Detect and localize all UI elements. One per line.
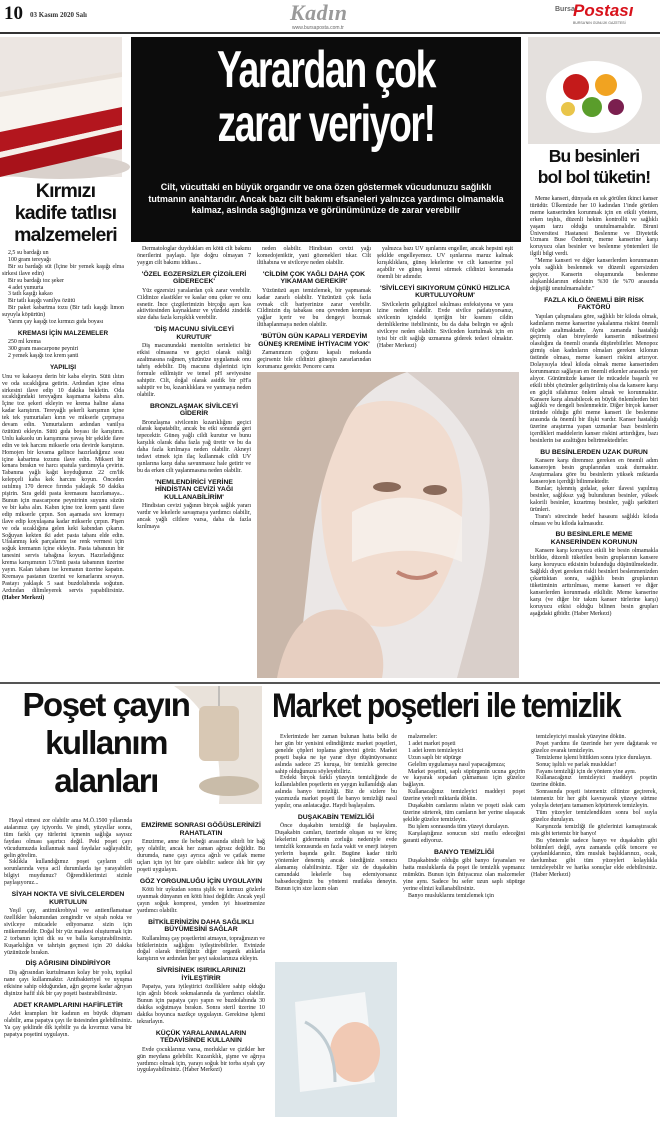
subheading: DİŞ AĞRISINI DİNDİRİYOR (25, 960, 111, 968)
cream-ingredient-list (2, 339, 124, 360)
skin-headline-line2: zarar veriyor! (217, 95, 435, 153)
paragraph: Karşılaştığınız sonucun sizi mutlu edeceğini garanti ediyoruz. (403, 830, 525, 844)
paragraph: Sivilcelerin gelişigüzel sıkılması enfeksiyona ve yara izine neden olabilir. Evde sivilce patlatıyorsanız, sivilcenin içindeki içeriğin bir kısmını cildin derinliklerine itebilirsiniz, bu da daha belirgin ve ağrılı sivilceye neden olabilir. Sivilceden kurtulmak için en iyisi bir cilt sağlığı uzmanına giderek tedavi olmaktır. (Haber Merkezi) (377, 301, 513, 349)
paragraph: Kötü bir uykudan sonra şişlik ve kırmızı gözlerle uyanmak dünyanın en kötü hissi değildir. Ancak yeşil çayın soğuk kompresi, yenden iyi hissetmenize yardımcı olabilir. (137, 887, 265, 914)
cream-subhead: KREMASI İÇİN MALZEMELER (17, 329, 109, 337)
ingredient-list (2, 250, 124, 326)
paragraph: Karşınızda temizliği ile gözlerinizi kamaştıracak mis gibi tertemiz bir banyo! (531, 823, 657, 837)
bag-photo (275, 962, 397, 1117)
paragraph: Market poşetini, saplı süpürgenin ucuna geçirin ve kayarak sopadan çıkmaması için güzelce bağlayın. (403, 768, 525, 789)
cake-photo (0, 37, 122, 177)
tea-headline-line2: kullanım (45, 724, 167, 761)
food-headline-line1: Bu besinleri (548, 146, 640, 166)
cake-recipe (2, 250, 124, 675)
paragraph: Papatya, yara iyileştirici özelliklere sahip olduğu için ağrılı böcek sokmalarında da yardımcı olabilir. Bunun için papatya çayı yapın ve buzdolabında 30 dakika soğutmaya bırakın. Sonra steril üzerine 10 dakika boyunca nazikçe uygulayın. Gerekirse işlemi tekrarlayın. (137, 984, 265, 1025)
paragraph: Evde çocuklarınız varsa, morluklar ve çizikler her gün meydana gelebilir. Kuzarıklık, şişme ve ağrıya yardımcı olmak için, yarayı soğuk bir torba siyah çay uygulayabilirsiniz. (Haber Merkezi) (137, 1046, 265, 1074)
woman-skin-care-illustration (257, 372, 519, 678)
page-date: 03 Kasım 2020 Salı (30, 11, 87, 19)
section-title: Kadın (290, 0, 348, 25)
subheading: BU BESİNLERDEN UZAK DURUN (540, 448, 648, 456)
subheading: 'NEMLENDİRİCİ YERİNE HİNDİSTAN CEVİZİ YAĞI KULLANABİLİRİM' (154, 478, 234, 501)
subheading: 'ÖZEL EGZERSİZLER ÇİZGİLERİ GİDERECEK' (141, 270, 247, 286)
subheading: KÜÇÜK YARALANMALARIN TEDAVİSİNDE KULLANIN (155, 1029, 247, 1045)
fruit-vegetable-illustration (528, 37, 660, 144)
paragraph: Bronzlaşma sivilcenin kızarıklığını geçici olarak kapatabilir, ancak bu etki sonunda geri tepecektir. Güneş yağlı cildi kurutur ve bunu karşılık olarak daha fazla yağ üretir ve bu da daha fazla kırılmaya neden olabilir. Akneyi tedavi etmek için ilaç kullanmak cildi UV ışınlarına karşı daha savunmasız hale getirir ve bu da erken cilt yaşlanmasına neden olabilir. (137, 419, 251, 474)
subheading: 'BÜTÜN GÜN KAPALI YERDEYİM GÜNEŞ KREMİNE İHTİYACIM YOK' (258, 333, 370, 348)
page-number: 10 (4, 3, 23, 24)
food-photo (528, 37, 660, 144)
paragraph: Yeşil çay, antimikrobiyal ve antienflamatuar özellikler bakımından zengindir ve siyah nokta ve sivilceye mücadele ediyorsanız sizin için mükemmeldir. Doğal bir yüz maskesi oluşturmak için 2 torbanın içini dik su ve balla karıştırabilirsiniz. Kuşarkılığın ve tahrişin geçmesi için 20 dakika yüzünüzde bırakın. (4, 908, 132, 956)
paragraph: Kansere karşı direnmez gereken en önemli adım kanserojen besin gruplarından uzak durmaktır. Araştırmalara göre bu besinlerin yüksek miktarda kanserojen içerdiği bilinmektedir. (530, 458, 658, 486)
ingredient-item: 250 ml krema (8, 339, 41, 346)
ingredient-item: Bir paket kabartma tozu (Bir tatlı kaşığı limon suyuyla köpürtün) (2, 305, 124, 319)
paragraph: Sonuç işıltılı ve parlak musluklar! (536, 761, 617, 768)
brand-name: Postası (573, 1, 634, 20)
food-headline (528, 146, 660, 188)
subheading: FAZLA KİLO ÖNEMLİ BİR RİSK FAKTÖRÜ (544, 296, 644, 312)
paragraph: Meme kanseri, dünyada en sık görülen ikinci kanser türüdür. Ülkemizde her 10 kadından 1'inde görülen meme kanserinden korunmak için en etkili yöntem, erken teşhis, düzenli hekim kontrollü ve sağlıklı yaşam tarzı olduğu unutulmamalıdır. Biruni Üniversitesi Hastanesi Beslenme ve Diyetetik Uzmanı Buse Özdemir, meme kanserine karşı koruyucu olan besinler ve beslenme yöntemleri ile ilgili bilgi verdi. (530, 196, 659, 258)
page-header (0, 0, 660, 32)
header-rule (0, 32, 660, 34)
paragraph: Emzirme, anne ile bebeği arasında sihirli bir bağ şey olabilir, ancak her zaman ağrısız değildir. Bu durumda, nane çayı ayrıca ağrılı ve çatlak meme uçları için iyi bir çare olabilir: sadece ılık bir çay poşeti uygulayın. (137, 839, 265, 873)
subheading: DUŞAKABİN TEMİZLİĞİ (297, 813, 375, 821)
brand-mark: Bursa (555, 6, 575, 13)
method-subhead: YAPILIŞI (49, 364, 77, 372)
paragraph: Bu işlem sonrasında tüm yüzeyi durulayın. (408, 823, 510, 830)
cake-headline-line3: malzemeleri (14, 224, 117, 246)
ingredient-item: 100 gram tereyağı (8, 256, 51, 263)
food-headline-line2: bol bol tüketin! (537, 167, 651, 187)
subheading: EMZİRME SONRASI GÖĞÜSLERİNİZİ RAHATLATIN (141, 822, 261, 837)
paragraph: Trans'ı sürecinde hedef hasasını sağlıklı kiloda olması ve bu kiloda kalmasıdır. (530, 513, 658, 527)
subheading: SİVRİSİNEK ISIRIKLARINIZI İYİLEŞTİRİR (156, 967, 246, 982)
bag-headline: Market poşetleri ile temizlik (272, 687, 621, 725)
subheading: 'DİŞ MACUNU SİVİLCEYİ KURUTUR' (154, 326, 234, 341)
paragraph: Duşakabinde olduğu gibi banyo fayansları ve hatta musluklarda da poşet ile temizlik yapmanız mümkün. Bunun için ihtiyacınız olan malzemeler yine aynı. Sadece bu sefer uzun saplı süpürge yerine elinizi kullanabilirsiniz. (403, 858, 525, 892)
paragraph: malzemeler: (408, 734, 438, 740)
paragraph: Banyo musluklarını temizlemek için (408, 892, 494, 899)
paragraph: Fayans temizliği için de yöntem yine aynı. (536, 768, 637, 775)
bag-col-2 (403, 734, 525, 1117)
method-body: Unu ve kakaoyu derin bir kaba eleyin. Sütü ılıtın ve oda sıcaklığına getirin. Ardından içine elma sirkesini ilave edip 10 dakika bekletin. Oda sıcaklığındaki tereyağını kaşımama kabına alın. İçine toz şekeri ekleyin ve krema haline alana kadar karıştırın. Tereyağlı şekerli karışımın içine tek tek yumurtaları kırın ve mikserle çırpmaya devam edin. Yumurtaların ardından vanilya özütünü ekleyin. Sütü gıda boyası ile karıştırın. Unlu kakaolu un karışımına yavaş bir şekilde ilave edin ve tek harcını mikserle orta devirde karıştırın. Homojen bir kıvama gelince hazırladığınız sosu içine kabartma tozunu ilave edin. Mikseri bir kenara bırakın ve harcı spatula yardımıyla çevirin. Tabanına yağlı kağıt koyduğunuz 22 cm'lik kelepçeli kaba kek harcını koyun. Önceden ısıtılmış 170 derece fırında yaklaşık 50 dakika pişirin. Sıra geldi pasta kremasını hazırlamaya... Bunun için mascarpone peynirinin suyunu süzün ve bir kaba alın. Kabın içine toz krem şanti ilave edip mikserle çırpın. Son aşamada sıvı kremayı ilave edip koyulaşana kadar mikserle çırpın. Pişen ve oda sıcaklığına gelen keki kabından çıkarın. Soğuyan kekten iki adet pasta tabanı elde edin. Ufalanmış kek parçalarını ise renk vermesi için soğuk kremanın içine ekleyin. Pasta tabanının bir tanesini servis tabağına koyun. Hazırladığınız krema karışımının 1/3'ünü pasta tabanının üzerine yayın. Kalan tabanı ise kremanın üzerine kapatın. Kremaya pastanın üzerini ve kenarlarını sıvayın. Pastayı yaklaşık 5 saat buzdolabında soğutun. Ardından dilimleyerek servis yapabilirsiniz. (2, 373, 124, 594)
skin-lead: Cilt, vücuttaki en büyük organdır ve ona özen göstermek vücudunuzu sağlıklı tutmanın anahtarıdır. Ancak bazı cilt bakımı efsaneleri yalnızca yardımcı olmamakla kalmaz, aslında sağlığınıza ve görünümünüze de zarar verebilir (148, 182, 504, 215)
ingredient-item: Bir su bardağı toz şeker (8, 277, 64, 284)
subheading: BİTKİLERİNİZİN DAHA SAĞLIKLI BÜYÜMESİNİ SAĞLAR (148, 918, 254, 934)
skin-photo (257, 372, 519, 678)
brand-logo (555, 2, 657, 30)
paragraph: Zamanınızın çoğunu kapalı mekanda geçirseniz bile cildinizi güneşin zararlarından korumanız gerekir. Pencere camı (257, 350, 371, 370)
food-article-body (530, 196, 658, 678)
paragraph: Yüzünüzü aşırı temizlemek, bir yapmamak kadar zararlı olabilir. Yüzünüzü çok fazla ovmak cilt bariyerinize zarar verebilir. Cildinizin dış tabakası onu çevreden koruyan yağlar içerir ve bu dengeyi bozmak iltihaplanmaya neden olabilir. (257, 287, 371, 329)
paragraph: Yapılan çalışmalara göre, sağlıklı bir kiloda olmak, kadınların meme kanserine yakalanma riskini önemli ölçüde azaltmaktadır. Aynı zamanda hastalığı geçirmiş olan bireylerde kanserin nüksetmesi olasılığını da önemli oranda düşürebilirler. Menopoz girmiş olan kadınların olmaları gereken kilonun üstünde olması, meme kanseri riskini artırıyor. Dolayısıyla ideal kiloda olmak meme kanserinden korunmanızı sağlayan en önemli etkenler arasında yer alıyor. Günümüzde kanser ile mücadele başarılı ve etkili tıbbi çözümler geliştirilmiş olsa da kansere karşı en güçlü silahımız önlem almak ve korunmaktır. Kansere karşı alınabilecek en büyük önlemlerden biri sağlıklı ve dengeli beslenmektir. Diğer birçok kanser türünde olduğu gibi meme kanseri ile beslenme arasında da önemli bir ilişki vardır. Kanser hastalığı üzerine araştırma yapan uzmanlar bazı besinlerin içerdikleri maddelerin kanser riskini arttırdığını, bazı besinlerin ise azalttığını belirtmektedirler. (530, 313, 658, 444)
paragraph: 1 adet krem temizleyici (408, 747, 464, 754)
subheading: SİYAH NOKTA VE SİVİLCELERDEN KURTULUN (11, 891, 125, 906)
paragraph: Kansere karşı koruyucu etkili bir besin olmamakla birlikte, düzenli tüketilen besin gruplarının kansere karşı koruyucu etkisinin bulunduğu düşünülmektedir. Sağlıklı diyet gereken riskli besinleri beslenmenizden çıkarttıktan sonra, sağlıklı besin gruplarının tüketiminin arttırılması, meme kanseri ve diğer kanserlerden korunmada etkilidir. Meme kanserine karşı (ve diğer bir takım kanser türlerine karşı) koruyucu etkisi olduğu bilinen besin grupları aşağıdaki gibidir. (Haber Merkezi) (530, 548, 658, 617)
paragraph: Yüz egzersizi yaralardan çok zarar verebilir. Cildinize elastikler ve kaslar onu çeker ve onu esnetir. İnce çizgilerimizin birçoğu aşırı kas aktivitesinden kaynaklanır ve yüzdeki zindelik size daha fazla kırışıklık verebilir. (137, 287, 251, 322)
paragraph: yalnızca bazı UV ışınlarını engeller, ancak hepsini eşit şekilde engelleyemez. UV ışınlarına maruz kalmak kırışıklıklara, güneş lekelerine ve cilt kanserine yol açabilir ve güneş kremi sürmek cildinizi korumada önemli bir adımdır. (377, 246, 513, 280)
ingredient-item: Bir su bardağı süt (İçine bir yemek kaşığı elma sirkesi ilave edin) (2, 263, 124, 277)
paragraph: Diş macunundaki mentolün serinletici bir etkisi olmasına ve geçici olarak sisliği azaltmasına rağmen, yüzünüze uygulamak onu tahriş edebilir. Diş macunu dişlerinizi için formule edilmiştir ve temel pH seviyesine sahiptir. Cilt, doğal olarak asidik bir pH'a sahiptir ve bu, kızarıklıklara ve yanmaya neden olabilir. (137, 343, 251, 398)
paragraph: temizleyiciyi musluk yüzeyine dökün. (536, 734, 626, 740)
ingredient-item: 300 gram mascarpone peyniri (8, 346, 79, 353)
paragraph: Gelelim uygulamaya nasıl yapacağımıza; (408, 761, 506, 768)
paragraph: Diş ağrısından kurtulmanın kolay bir yolu, topikal nane çayı kullanmaktır. Antibakteriyel ve uyuşma etkisine sahip olduğundan, ağrı geçene kadar ağrıyan dişinize hafif ılık bir çay poşeti bastırabilirsiniz. (4, 969, 132, 997)
paragraph: Evlerimizde her zaman bulunan hatta belki de her gün bir yenisini edindiğimiz market poşetleri, genelde çöpleri toplama görevini görür. Market poşeti başka ne işe yarar diye düşünüyorsanız aslında sadece 25 kuruşa, bir temizlik gerecine sahip olduğunuzu söyleyebiliriz. (275, 734, 397, 775)
cake-headline (8, 180, 123, 246)
ingredient-item: Bir tatlı kaşığı vanilya özütü (8, 298, 76, 305)
skin-col-2 (257, 246, 371, 370)
subheading: GÖZ YORGUNLUĞU İÇİN UYGULAYIN (139, 877, 263, 885)
paragraph: Kullanacağınız temizleyici maddeyi poşetin üzerine dökün. (531, 775, 657, 789)
ingredient-item: Yarım çay kaşığı toz kırmızı gıda boyası (8, 319, 104, 326)
ingredient-item: 4 adet yumurta (8, 284, 44, 291)
paragraph: neden olabilir. Hindistan cevizi yağı komedojeniktir, yani gözenekleri tıkar. Cilt iltihabına ve sivilceye neden olabilir. (257, 246, 371, 266)
paragraph: Sonrasında poşeti istemeniz ciltinize geçirerek, istemeniz bir her gibi kavrayarak yüzeye sürtme yoluyla deterjanı tamamen köpürterek temizleyin. (531, 789, 657, 810)
paragraph: Duşakabin camlarını ıslatın ve poşeti ıslak cam üzerine sürterek, tüm camların her yerine ulaşacak şekilde güzelce temizleyin. (403, 803, 525, 823)
paragraph: Tüm yüzeyler temizlendikten sonra bol suyla güzelce durulayın. (531, 809, 657, 823)
skin-headline (186, 43, 467, 151)
section-divider (0, 682, 660, 684)
ingredient-item: 2,5 su bardağı un (8, 250, 49, 256)
subheading: 'CİLDİM ÇOK YAĞLI DAHA ÇOK YIKAMAM GEREKİR' (262, 270, 366, 286)
tea-headline-line1: Poşet çayın (22, 686, 190, 723)
tea-headline-line3: alanları (54, 762, 158, 799)
subheading: BANYO TEMİZLİĞİ (433, 848, 495, 856)
tea-headline-text (6, 686, 206, 800)
cake-credit: (Haber Merkezi) (2, 594, 45, 601)
paragraph: Hindistan cevizi yağının birçok sağlık yararı vardır ve lekelerle savaşmaya yardımcı olabilir, ancak yağlı ciltlere varsa, daha da fazla kırılmaya (137, 503, 251, 530)
brand-tagline: BURSA'NIN GÜNLÜK GAZETESİ (573, 21, 626, 25)
website-url: www.bursaposta.com.tr (292, 25, 344, 31)
paragraph: Hayal etmesi zor olabilir ama M.Ö.1500 yıllarında atalarımız çay içiyordu. Ve şimdi, yüzyıllar sonra, tüm farklı çay türlerini içmenin sağlığa sayısız faydası olması şaşırtıcı değil. Peki poşet çayı vücudumuzda kullanmak nasıl faydalar sağlayabilir, gelin görelim. (4, 818, 132, 859)
ingredient-item: 3 tatlı kaşığı kakao (8, 291, 53, 298)
tea-headline (4, 686, 262, 804)
method-text (2, 374, 124, 602)
subheading: ADET KRAMPLARINI HAFİFLETİR (13, 1001, 123, 1009)
paragraph: Poşet yardımı ile üzerinde her yere dağıtarak ve güzelce ovarak temizleyin. (531, 740, 657, 754)
paragraph: 1 adet market poşeti (408, 740, 456, 747)
paragraph: Uzun saplı bir süpürge (408, 754, 462, 761)
cake-headline-line2: kadife tatlısı (14, 202, 117, 224)
skin-headline-box (131, 37, 521, 242)
skin-headline-line1: Yarardan çok (217, 41, 435, 99)
tea-col-2 (137, 818, 265, 1117)
paragraph: Kullanılmış çay poşetlerini atmayın, toprağınızın ve bitkilerinizin sağlığını iyileştirebilirler. Evinizde doğal olarak ürettiğiniz diğer organik atıklarla karıştırın ve ardından her şeyi saksılarınıza ekleyin. (137, 935, 265, 963)
paragraph: Evdeki birçok farklı yüzeyin temizliğinde de kullanılabilen poşetlerin en yaygın kullanıldığı alan aslında banyo temizliği. Biz de sizlere bu yazımızda market poşeti ile banyo temizliği nasıl yapılır, ona anlatacağız. Haydi başlayalım. (275, 775, 397, 810)
subheading: BRONZLAŞMAK SİVİLCEYİ GİDERİR (150, 402, 238, 417)
paragraph: Dermatologlar duydukları en kötü cilt bakımı önerilerini paylaştı. İşte doğru olmayan 7 yaygın cilt bakımı iddiası... (137, 246, 251, 266)
paragraph: "Meme kanseri ve diğer kanserlerden korunmanın yolu sağlıklı beslenmek ve düzenli egzersizden geçiyor. Kanserin oluşumunda beslenme alışkanlıklarının etkisinin %30 ile %70 arasında değiştiği unutulmamalıdır." (530, 258, 658, 292)
paragraph: Kullanacağınız temizleyici maddeyi poşet üzerine yeterli miktarda dökün. (403, 789, 525, 803)
red-velvet-cake-illustration (0, 37, 122, 177)
paragraph: Adet krampları bir kadının en büyük düşmanı olabilir, ama papatya çayı ile üstesinden gelebilirsiniz. Ya çay şeklinde dik içebilir ya da kıvırmız varsa bir papatya poşetini uygulayın. (4, 1011, 133, 1038)
cake-headline-line1: Kırmızı (35, 180, 96, 202)
paragraph: Önce duşakabin temizliği ile başlayalım. Duşakabin camları, üzerinde oluşan su ve kireç lekelerini gidermenin zorluğu nedeniyle evde temizlik konusunda en fazla vakit ve enerji isteyen yerlerin başında gelir. Bugüne kadar türlü yöntemler denemiş ancak istediğiniz sonucu alamamış olabilirsiniz. Eğer siz de duşakabin camındaki lekelerle baş edemiyorsanız bahsedeceğimiz bu yöntemi mutlaka deneyin. Bunun için size lazım olan (275, 823, 397, 892)
cleaning-bag-illustration (275, 962, 397, 1117)
subheading: BU BESİNLERLE MEME KANSERİNDEN KORUNUN (550, 531, 638, 546)
paragraph: Temizleme işlemi bittikten sonra iyice durulayın. (536, 754, 652, 761)
paragraph: Bunlar; işlenmiş gıdalar, şeker ilavesi yapılmış besinler, sağlıksız yağ bulunduran besinler, yüksek kalorili besinler, kızartmış besinler, yağlı şarküteri ürünleri. (530, 486, 658, 513)
paragraph: Sıklıkla kullandığımız poşet çayların cilt sorunlarında veya acil durumlarda işe yarayabilen bilgiyi muydunuz? Öğrendiklerimizi sizinle paylaşıyoruz... (4, 859, 132, 887)
tea-col-1 (4, 818, 132, 1117)
skin-col-1 (137, 246, 251, 678)
paragraph: Bu yöntemle sadece banyo ve duşakabin gibi bölümleri değil, aynı zamanda çelik tencere ve çaydanlıklarınızı, tüm musluk başlıklarınızı, ocak, davlumbaz gibi tüm yüzeyleri kolaylıkla temizleyebilir ve harika sonuçlar elde edebilirsiniz. (Haber Merkezi) (531, 837, 657, 879)
bag-col-1 (275, 734, 397, 959)
subheading: 'SİVİLCEYİ SIKIYORUM ÇÜNKÜ HIZLICA KURTULUYORUM' (379, 284, 510, 300)
ingredient-item: 2 yemek kaşığı toz krem şanti (8, 353, 79, 360)
bag-col-3 (531, 734, 657, 1117)
